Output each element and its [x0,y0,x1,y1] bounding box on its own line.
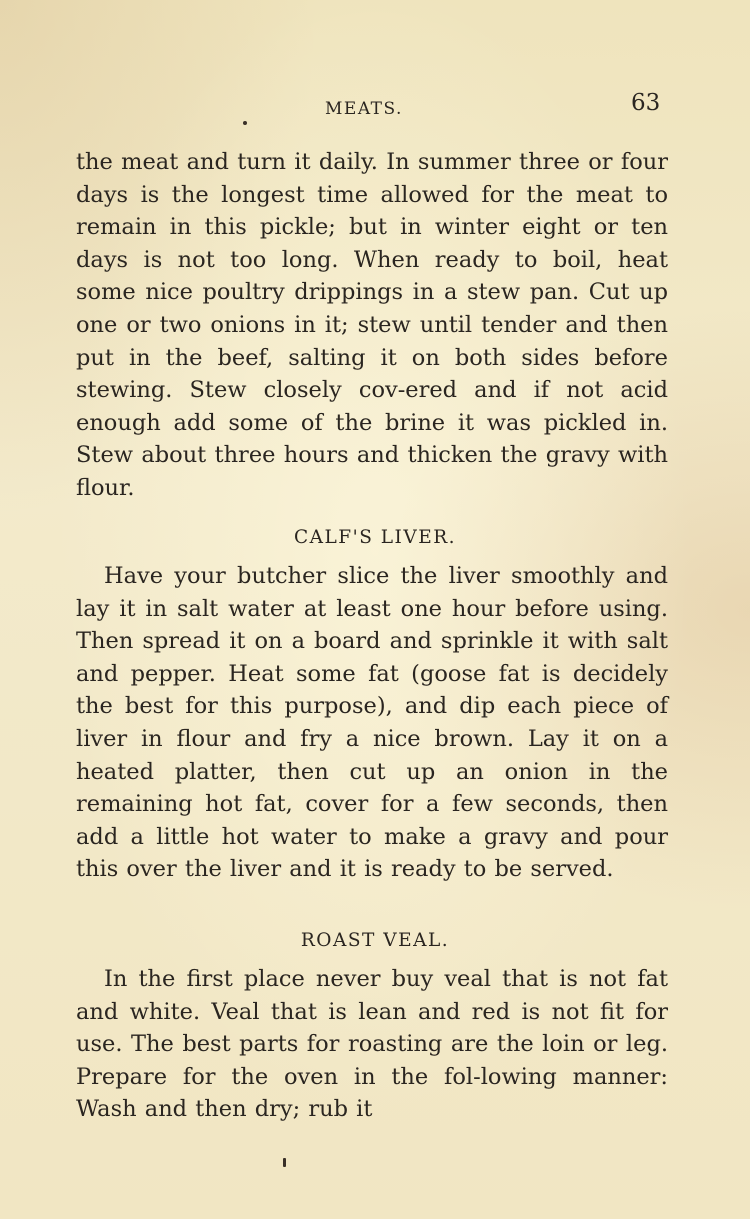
continuation-text: the meat and turn it daily. In summer three or four days is the longest time allowed for the meat to remain in this pickle; but in winter eight or ten days is not too long. When ready to boil, heat some nice poultry drippings in a stew pan. Cut up one or two onions in it; stew until tender and then put in the beef, salting it on both sides before stewing. Stew closely cov-ered and if not acid enough add some of the brine it was pickled in. Stew about three hours and thicken the gravy with flour. [76,149,668,501]
ink-speck [283,1158,286,1167]
roast-veal-paragraph [76,963,668,1126]
continuation-paragraph [76,146,668,505]
page-number: 63 [631,90,661,116]
section-heading-calfs-liver: CALF'S LIVER. [293,527,457,548]
calfs-liver-paragraph [76,560,668,886]
running-head: MEATS. [325,99,403,119]
roast-veal-text: In the first place never buy veal that is not fat and white. Veal that is lean and red is not fit for use. The best parts for roasting are the loin or leg. Prepare for the oven in the fol-lowing manner: Wash and then dry; rub it [76,966,668,1123]
section-heading-roast-veal: ROAST VEAL. [300,930,450,951]
ink-speck [243,121,247,125]
calfs-liver-text: Have your butcher slice the liver smoothly and lay it in salt water at least one hour before using. Then spread it on a board and sprinkle it with salt and pepper. Heat some fat (goose fat is decidely the best for this purpose), and dip each piece of liver in flour and fry a nice brown. Lay it on a heated platter, then cut up an onion in the remaining hot fat, cover for a few seconds, then add a little hot water to make a gravy and pour this over the liver and it is ready to be served. [76,563,668,883]
